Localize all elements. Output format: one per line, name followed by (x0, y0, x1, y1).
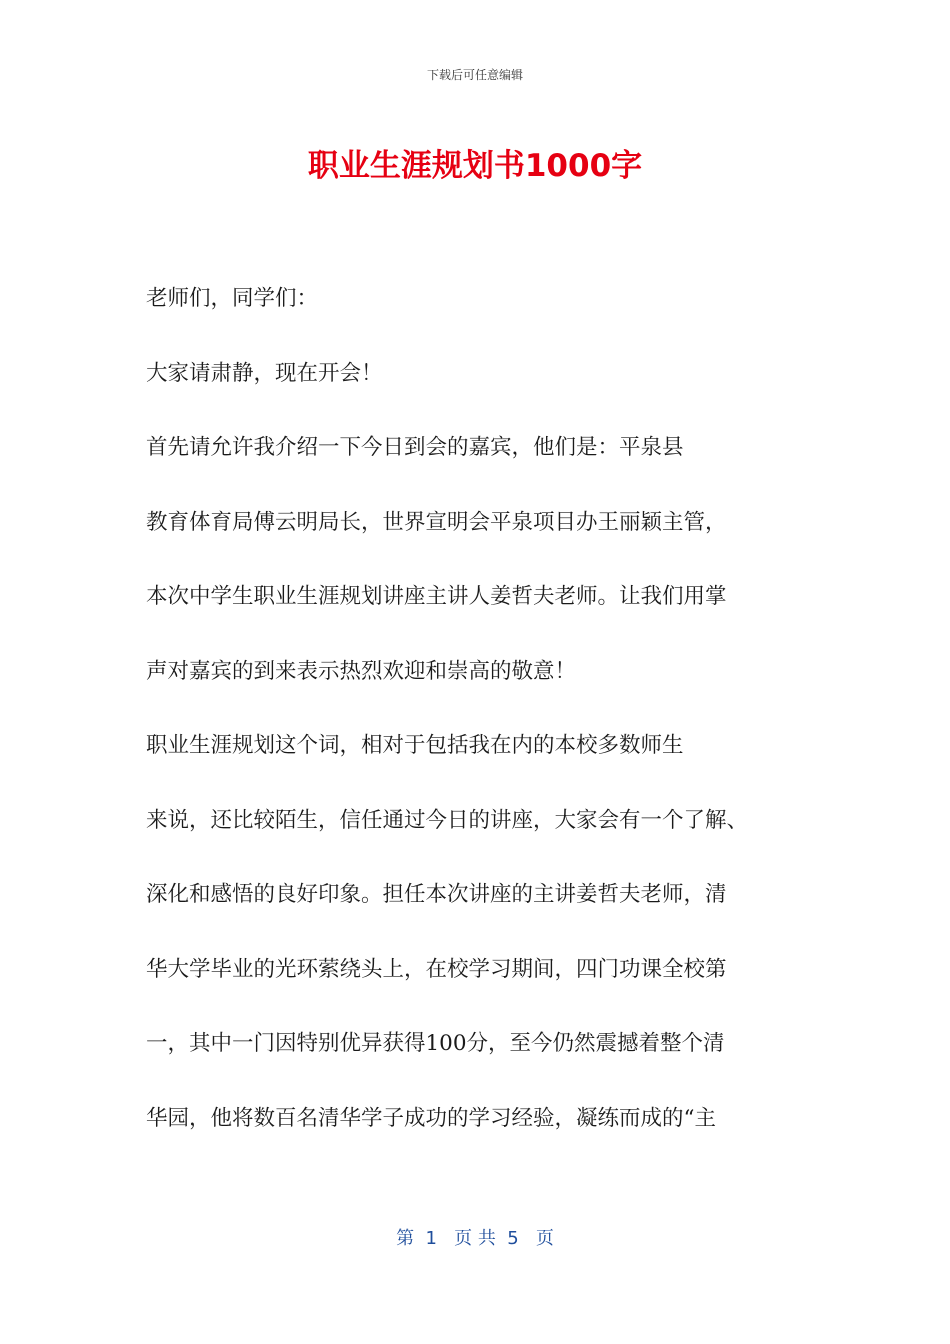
page-number-footer: 第 1 页 共 5 页 (396, 1228, 554, 1249)
document-title: 职业生涯规划书1000字 (307, 148, 643, 184)
paragraph-guests: 首先请允许我介绍一下今日到会的嘉宾，他们是：平泉县 教育体育局傅云明局长，世界宣明会平泉项目办王丽颖主管， 本次中学生职业生涯规划讲座主讲人姜哲夫老师。让我们用掌 声对嘉宾的到来表示热烈欢迎和崇高的敬意！ (146, 435, 727, 684)
document-body (146, 262, 814, 1156)
paragraph-career-planning: 职业生涯规划这个词，相对于包括我在内的本校多数师生 来说，还比较陌生，信任通过今日的讲座，大家会有一个了解、 深化和感悟的良好印象。担任本次讲座的主讲姜哲夫老师，清 华大学毕业的光环萦绕头上，在校学习期间，四门功课全校第 一，其中一门因特别优异获得100分，至今仍然震撼着整个清 华园，他将数百名清华学子成功的学习经验，凝练而成的“主 (146, 733, 749, 1131)
paragraph-greeting: 老师们，同学们： (146, 286, 319, 311)
paragraph-opening: 大家请肃静，现在开会！ (146, 360, 383, 386)
header-note: 下载后可任意编辑 (426, 68, 523, 82)
